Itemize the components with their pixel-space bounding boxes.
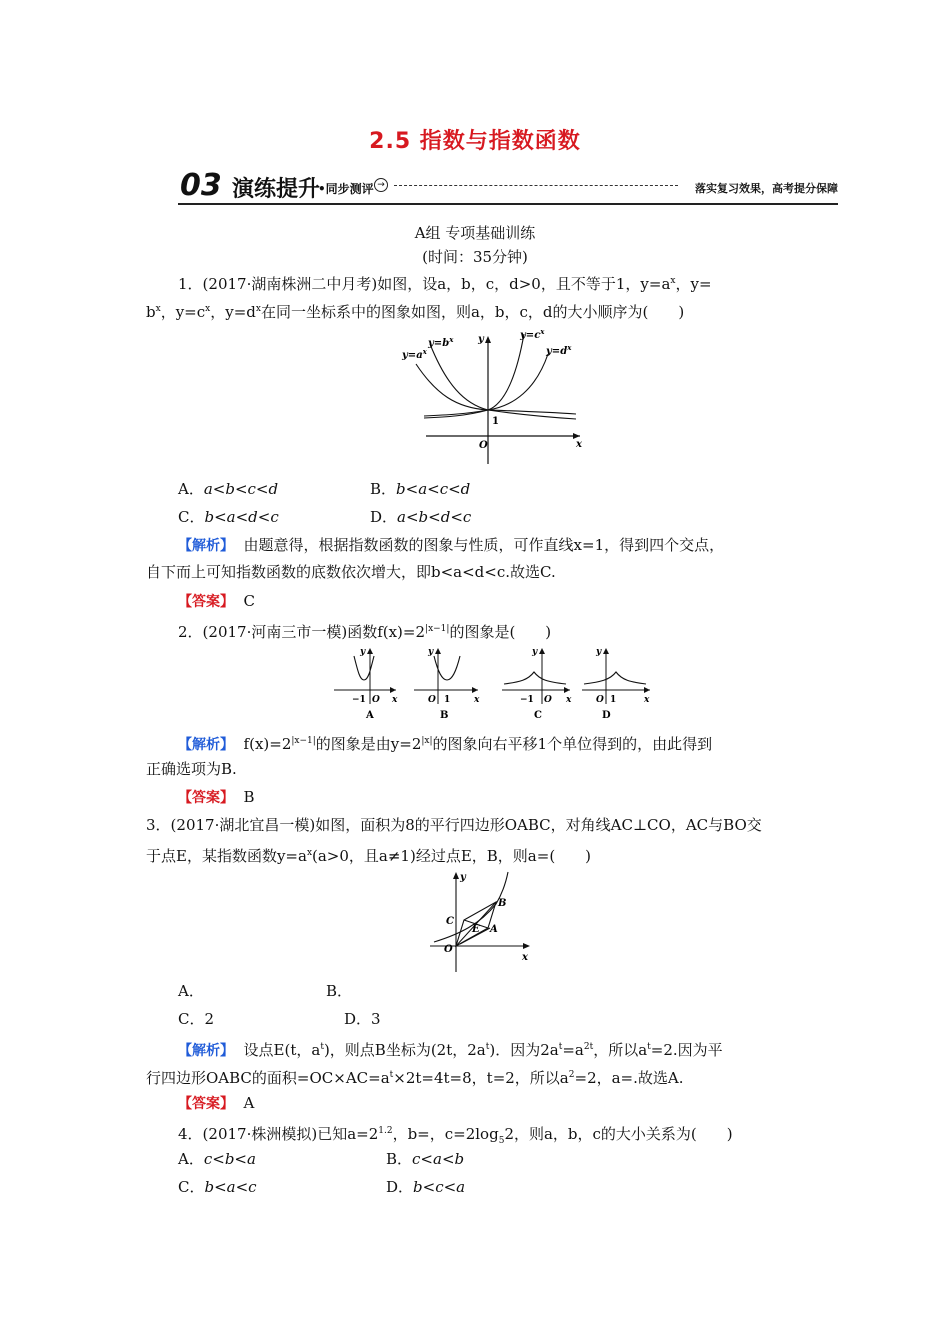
q1-line1: 1．(2017·湖南株洲二中月考)如图，设a，b，c，d>0，且不等于1，$y=a^x$，y=	[178, 275, 712, 293]
q2-answer: 【答案】 B	[178, 788, 255, 806]
q4-option-b: B．c<a<b	[386, 1150, 465, 1168]
banner-right: 落实复习效果，高考提分保障	[695, 182, 838, 195]
svg-text:−1: −1	[352, 695, 366, 705]
q1-y-label: y	[478, 334, 484, 345]
svg-text:1: 1	[444, 695, 451, 705]
q2-analysis-line1: 【解析】 $f(x)=2^{|x-1|}$的图象是由$y=2^{|x|}$的图象向右平移1个单位得到的，由此得到	[178, 735, 713, 753]
svg-text:O: O	[444, 944, 453, 955]
svg-text:D: D	[602, 710, 611, 721]
q1-option-d: D．a<b<d<c	[370, 508, 472, 526]
q3-answer: 【答案】 A	[178, 1094, 255, 1112]
banner-underline	[178, 203, 838, 205]
q1-option-b: B．b<a<c<d	[370, 480, 471, 498]
svg-text:O: O	[544, 695, 552, 705]
banner-sub: •同步测评	[318, 182, 374, 196]
svg-text:y: y	[428, 647, 434, 657]
svg-text:A: A	[366, 710, 374, 721]
q3-analysis-line1: 【解析】 设点E(t，$a^t$)，则点B坐标为(2t，$2a^t$)．因为$2a^t=a^{2t}$，所以$a^t=2$.因为平	[178, 1041, 723, 1059]
banner-main: 演练提升	[232, 177, 321, 202]
svg-text:y: y	[460, 872, 466, 883]
q3-option-a: A．	[178, 982, 204, 1000]
q4-option-a: A．c<b<a	[178, 1150, 256, 1168]
q2-graph-a	[334, 647, 398, 721]
q1-label-a: $y=a^x$	[402, 347, 427, 361]
q1-line2: $b^x$，$y=c^x$，$y=d^x$在同一坐标系中的图象如图，则a，b，c，d的大小顺序为( )	[146, 303, 685, 321]
q1-analysis-line1: 【解析】 由题意得，根据指数函数的图象与性质，可作直线x=1，得到四个交点，	[178, 536, 725, 554]
page-title: 2.5 指数与指数函数	[369, 129, 581, 154]
q4-option-c: C．b<a<c	[178, 1178, 257, 1196]
q1-label-c: $y=c^x$	[520, 327, 545, 341]
svg-text:x: x	[522, 952, 528, 963]
banner-divider	[394, 185, 678, 186]
svg-text:A: A	[490, 924, 498, 935]
group-time: (时间：35分钟)	[422, 248, 528, 266]
q1-answer: 【答案】 C	[178, 592, 256, 610]
group-heading: A组 专项基础训练	[414, 224, 536, 242]
q1-option-a: A．a<b<c<d	[178, 480, 279, 498]
svg-text:O: O	[428, 695, 436, 705]
svg-text:B: B	[440, 710, 449, 721]
q2-analysis-line2: 正确选项为B.	[146, 760, 237, 778]
q1-curve-a	[416, 364, 576, 414]
svg-text:1: 1	[610, 695, 617, 705]
svg-text:C: C	[534, 710, 542, 721]
svg-text:x: x	[392, 695, 398, 705]
svg-text:y: y	[532, 647, 538, 657]
q3-option-d: D．3	[344, 1010, 381, 1028]
svg-text:y: y	[596, 647, 602, 657]
q2-graph-d	[582, 647, 650, 721]
q4-option-d: D．b<c<a	[386, 1178, 466, 1196]
svg-text:E: E	[472, 924, 480, 935]
q3-line1: 3．(2017·湖北宜昌一模)如图，面积为8的平行四边形OABC，对角线AC⊥CO，AC与BO交	[146, 816, 762, 834]
q1-origin-label: O	[479, 440, 488, 451]
svg-text:y: y	[360, 647, 366, 657]
svg-text:−1: −1	[520, 695, 534, 705]
q2-line1: 2．(2017·河南三市一模)函数$f(x)=2^{|x-1|}$的图象是( )	[178, 623, 552, 641]
q2-graph-c	[502, 647, 572, 721]
q3-analysis-line2: 行四边形OABC的面积$=OC\times AC=a^t\times 2t=4t=8$，t=2，所以$a^2=2$，a=.故选A.	[146, 1069, 684, 1087]
q1-analysis-line2: 自下而上可知指数函数的底数依次增大，即b<a<d<c.故选C.	[146, 563, 556, 581]
q3-graph	[420, 868, 540, 974]
q1-x-label: x	[576, 439, 582, 450]
svg-text:x: x	[474, 695, 480, 705]
q1-option-c: C．b<a<d<c	[178, 508, 279, 526]
q3-line2: 于点E，某指数函数$y=a^x(a>0$，且a≠1)经过点E，B，则a=( )	[146, 847, 592, 865]
q1-curve-d	[424, 354, 548, 416]
banner-number: 03	[180, 168, 222, 203]
q2-graph-b	[414, 647, 480, 721]
q1-one-label: 1	[492, 416, 499, 427]
svg-text:x: x	[644, 695, 650, 705]
svg-text:C: C	[446, 916, 454, 927]
q4-line1: 4．(2017·株洲模拟)已知$a=2^{1.2}$，b=，$c=2\log_52$，则a，b，c的大小关系为( )	[178, 1125, 733, 1146]
q3-option-c: C．2	[178, 1010, 215, 1028]
q3-option-b: B．	[326, 982, 353, 1000]
svg-text:B: B	[498, 898, 507, 909]
q1-label-b: $y=b^x$	[428, 335, 454, 349]
q2-graphs	[330, 644, 660, 724]
q1-graph	[396, 324, 596, 470]
svg-text:x: x	[566, 695, 572, 705]
svg-text:O: O	[596, 695, 604, 705]
q1-label-d: $y=d^x$	[546, 343, 572, 357]
svg-text:O: O	[372, 695, 380, 705]
arrow-icon: →	[374, 178, 388, 192]
